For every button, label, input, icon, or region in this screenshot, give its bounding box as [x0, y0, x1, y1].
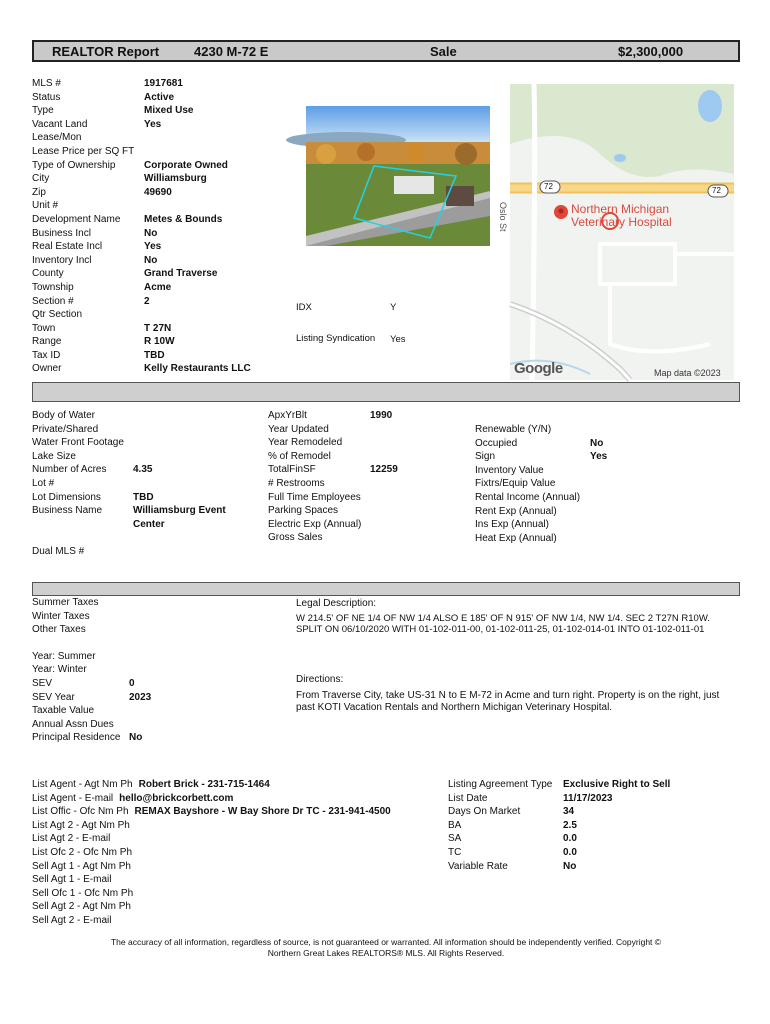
agent-row	[32, 887, 391, 901]
detail-label: Sign	[475, 451, 496, 463]
agent-label: Sell Agt 2 - E-mail	[32, 914, 112, 926]
listing-type: Sale	[430, 44, 457, 59]
detail-label: Gross Sales	[268, 532, 323, 544]
summary-row	[32, 362, 251, 376]
summary-value: Yes	[144, 118, 162, 130]
agent-label: Sell Ofc 1 - Ofc Nm Ph	[32, 887, 134, 899]
summary-row	[32, 267, 251, 281]
detail-row	[268, 504, 398, 518]
listing-row	[448, 805, 670, 819]
summary-row	[32, 240, 251, 254]
agent-row	[32, 860, 391, 874]
detail-row	[32, 545, 226, 559]
detail-label: Year Remodeled	[268, 437, 343, 449]
directions-label: Directions:	[296, 674, 344, 685]
listing-label: Days On Market	[448, 806, 521, 818]
summary-label: Township	[32, 281, 74, 293]
summary-label: Lease/Mon	[32, 132, 82, 144]
property-address: 4230 M-72 E	[194, 44, 269, 59]
agent-row	[32, 792, 391, 806]
map-street-label: Oslo St	[498, 202, 508, 232]
listing-label: SA	[448, 833, 462, 845]
tax-label: Principal Residence	[32, 732, 121, 744]
detail-row	[32, 491, 226, 505]
agent-label: List Ofc 2 - Ofc Nm Ph	[32, 846, 133, 858]
detail-row	[268, 450, 398, 464]
report-header	[32, 40, 740, 62]
summary-label: Tax ID	[32, 349, 61, 361]
detail-label: ApxYrBlt	[268, 410, 307, 421]
detail-label: Parking Spaces	[268, 505, 339, 517]
detail-row	[475, 423, 607, 437]
detail-row	[32, 436, 226, 450]
listing-row	[448, 846, 670, 860]
detail-row	[475, 437, 607, 451]
tax-row	[32, 610, 151, 624]
detail-label	[32, 518, 133, 532]
summary-row	[32, 131, 251, 145]
directions-text: From Traverse City, take US-31 N to E M-72 in Acme and turn right. Property is on the right, just past KOTI Vacation Rentals and Northern Michigan Veterinary Hospital.	[296, 690, 720, 713]
summary-row	[32, 213, 251, 227]
report-title: REALTOR Report	[52, 44, 160, 59]
agent-label: List Agent - E-mail	[32, 792, 114, 804]
detail-label: Renewable (Y/N)	[475, 424, 552, 435]
map-road-label: 72	[544, 182, 553, 191]
summary-label: Status	[32, 91, 61, 103]
listing-value: 0.0	[563, 833, 577, 845]
summary-row	[32, 295, 251, 309]
detail-row	[268, 463, 398, 477]
detail-row	[268, 518, 398, 532]
detail-row	[475, 477, 607, 491]
summary-list	[32, 77, 251, 376]
summary-row	[32, 91, 251, 105]
detail-row	[32, 423, 226, 437]
detail-value: Williamsburg Event	[133, 505, 226, 517]
details-column-1	[32, 409, 226, 559]
summary-value: Metes & Bounds	[144, 213, 223, 225]
detail-label: Private/Shared	[32, 423, 99, 435]
detail-label: % of Remodel	[268, 450, 331, 462]
tax-row	[32, 731, 151, 745]
syndication-label: Listing Syndication	[296, 333, 376, 344]
summary-label: Business Incl	[32, 227, 91, 239]
detail-row	[475, 518, 607, 532]
summary-label: Zip	[32, 186, 46, 198]
summary-row	[32, 254, 251, 268]
agent-label: List Agt 2 - E-mail	[32, 833, 111, 845]
summary-row	[32, 322, 251, 336]
listing-value: No	[563, 860, 577, 872]
tax-value: No	[129, 732, 143, 744]
tax-row	[32, 650, 151, 664]
summary-label: Type of Ownership	[32, 159, 116, 171]
summary-row	[32, 199, 251, 213]
listing-row	[448, 860, 670, 874]
tax-label: SEV Year	[32, 691, 75, 703]
detail-label: Heat Exp (Annual)	[475, 532, 557, 544]
detail-label: Dual MLS #	[32, 545, 85, 557]
detail-row	[475, 450, 607, 464]
detail-label: Full Time Employees	[268, 491, 361, 503]
detail-value: Center	[133, 518, 165, 530]
tax-label: Winter Taxes	[32, 610, 90, 622]
listing-value: 2.5	[563, 819, 577, 831]
detail-row	[268, 531, 398, 545]
tax-label: Other Taxes	[32, 624, 86, 636]
legal-description-label: Legal Description:	[296, 598, 377, 609]
detail-label: Body of Water	[32, 410, 95, 421]
summary-label: Lease Price per SQ FT	[32, 145, 135, 157]
tax-label: SEV	[32, 677, 53, 689]
summary-row	[32, 118, 251, 132]
summary-value: Williamsburg	[144, 173, 207, 185]
summary-value: Corporate Owned	[144, 159, 228, 171]
listing-price: $2,300,000	[618, 44, 684, 59]
detail-row	[268, 436, 398, 450]
summary-value: Yes	[144, 241, 162, 253]
summary-row	[32, 77, 251, 91]
detail-label: Rental Income (Annual)	[475, 491, 581, 503]
listing-value: 11/17/2023	[563, 792, 613, 804]
detail-row	[32, 450, 226, 464]
tax-value: 2023	[129, 691, 152, 703]
summary-value: R 10W	[144, 336, 175, 348]
listing-label: Listing Agreement Type	[448, 779, 553, 790]
tax-label	[32, 637, 129, 650]
tax-row	[32, 637, 151, 650]
tax-value: 0	[129, 677, 135, 689]
agent-value: hello@brickcorbett.com	[119, 792, 234, 804]
summary-label: Owner	[32, 363, 62, 375]
summary-value: No	[144, 254, 158, 266]
summary-value: Mixed Use	[144, 105, 194, 117]
tax-row	[32, 663, 151, 677]
detail-value: No	[590, 437, 604, 449]
detail-row	[475, 491, 607, 505]
summary-label: County	[32, 268, 64, 280]
summary-value: 2	[144, 295, 150, 307]
section-divider-taxes	[32, 582, 740, 596]
detail-label: Electric Exp (Annual)	[268, 518, 362, 530]
listing-label: TC	[448, 846, 462, 858]
tax-label: Year: Summer	[32, 650, 96, 662]
detail-label: Occupied	[475, 437, 518, 449]
detail-value: 12259	[370, 464, 398, 476]
disclaimer-line-1: The accuracy of all information, regardless of source, is not guaranteed or warranted. All information should be independently verified. Copyright ©	[110, 937, 662, 947]
detail-label: Business Name	[32, 505, 103, 517]
detail-row	[32, 409, 226, 423]
summary-value: Kelly Restaurants LLC	[144, 363, 251, 375]
location-map[interactable]	[498, 84, 734, 380]
detail-row	[268, 409, 398, 423]
detail-value: 1990	[370, 410, 393, 421]
detail-label: TotalFinSF	[268, 464, 316, 476]
agent-row	[32, 832, 391, 846]
detail-row	[32, 477, 226, 491]
detail-row	[32, 518, 226, 532]
agent-label: List Agent - Agt Nm Ph	[32, 779, 133, 790]
detail-label: Year Updated	[268, 423, 329, 435]
details-column-2	[268, 409, 398, 545]
agent-info	[32, 778, 391, 928]
summary-value: No	[144, 227, 158, 239]
detail-label: Number of Acres	[32, 464, 107, 476]
tax-label: Annual Assn Dues	[32, 718, 114, 730]
listing-row	[448, 778, 670, 792]
summary-label: Range	[32, 336, 62, 348]
detail-row	[475, 532, 607, 546]
tax-row	[32, 623, 151, 637]
agent-row	[32, 778, 391, 792]
section-divider-details	[32, 382, 740, 402]
summary-row	[32, 227, 251, 241]
agent-value: REMAX Bayshore - W Bay Shore Dr TC - 231-941-4500	[134, 806, 391, 818]
summary-row	[32, 281, 251, 295]
agent-label: Sell Agt 1 - Agt Nm Ph	[32, 860, 131, 872]
summary-value: 1917681	[144, 78, 183, 89]
summary-row	[32, 104, 251, 118]
detail-row	[475, 505, 607, 519]
detail-value: 4.35	[133, 464, 153, 476]
summary-label: Qtr Section	[32, 309, 83, 321]
agent-value: Robert Brick - 231-715-1464	[138, 779, 270, 790]
detail-row	[32, 504, 226, 518]
summary-value: 49690	[144, 186, 172, 198]
syndication-value: Yes	[390, 334, 406, 345]
agent-row	[32, 900, 391, 914]
summary-value: Acme	[144, 281, 172, 293]
summary-label: Development Name	[32, 213, 121, 225]
listing-row	[448, 832, 670, 846]
property-photo	[306, 106, 490, 246]
google-logo: Google	[514, 360, 563, 377]
detail-label: Lake Size	[32, 450, 76, 462]
summary-row	[32, 159, 251, 173]
detail-row	[32, 463, 226, 477]
map-credit: Map data ©2023	[654, 368, 721, 378]
tax-row	[32, 691, 151, 705]
legal-description-text: W 214.5' OF NE 1/4 OF NW 1/4 ALSO E 185' OF N 915' OF NW 1/4, NW 1/4. SEC 2 T27N R10W. SPLIT ON 06/10/2020 WITH 01-102-011-00, 01-102-011-25, 01-102-014-01 INTO 01-102-011-01	[296, 613, 710, 635]
listing-label: List Date	[448, 792, 488, 804]
detail-value: Yes	[590, 451, 608, 463]
agent-row	[32, 873, 391, 887]
summary-value: T 27N	[144, 322, 172, 334]
detail-value: TBD	[133, 491, 154, 503]
agent-row	[32, 819, 391, 833]
listing-value: Exclusive Right to Sell	[563, 779, 671, 790]
summary-label: Town	[32, 322, 56, 334]
detail-row	[475, 464, 607, 478]
detail-row	[268, 477, 398, 491]
agent-label: List Agt 2 - Agt Nm Ph	[32, 819, 130, 831]
detail-row	[32, 531, 226, 545]
detail-label: Ins Exp (Annual)	[475, 519, 549, 531]
disclaimer-line-2: Northern Great Lakes REALTORS® MLS. All Rights Reserved.	[267, 948, 505, 958]
agent-label: Sell Agt 1 - E-mail	[32, 874, 112, 886]
idx-label: IDX	[296, 302, 312, 313]
summary-row	[32, 335, 251, 349]
agent-row	[32, 805, 391, 819]
summary-label: City	[32, 173, 50, 185]
listing-row	[448, 819, 670, 833]
summary-value: Grand Traverse	[144, 268, 218, 280]
taxes-column	[32, 596, 151, 745]
detail-label: # Restrooms	[268, 477, 325, 489]
agent-row	[32, 846, 391, 860]
listing-value: 34	[563, 806, 575, 818]
tax-label: Year: Winter	[32, 664, 87, 676]
detail-label	[32, 531, 133, 545]
summary-row	[32, 349, 251, 363]
tax-row	[32, 677, 151, 691]
summary-label: Section #	[32, 295, 74, 307]
listing-label: Variable Rate	[448, 860, 508, 872]
summary-row	[32, 186, 251, 200]
summary-label: Vacant Land	[32, 118, 88, 130]
tax-row	[32, 704, 151, 718]
listing-info	[448, 778, 670, 873]
agent-label: Sell Agt 2 - Agt Nm Ph	[32, 901, 131, 913]
detail-row	[268, 491, 398, 505]
summary-row	[32, 172, 251, 186]
summary-value: TBD	[144, 349, 165, 361]
disclaimer	[32, 937, 740, 959]
tax-label: Summer Taxes	[32, 597, 99, 608]
map-poi-label: Northern Michigan Veterinary Hospital	[571, 202, 672, 229]
agent-label: List Offic - Ofc Nm Ph	[32, 806, 129, 818]
summary-label: Unit #	[32, 200, 59, 212]
summary-label: Type	[32, 105, 54, 117]
detail-label: Lot Dimensions	[32, 491, 101, 503]
map-road-label-2: 72	[712, 186, 721, 195]
detail-label: Rent Exp (Annual)	[475, 505, 557, 517]
detail-row	[268, 423, 398, 437]
idx-value: Y	[390, 302, 397, 313]
details-column-3	[475, 423, 607, 545]
detail-label: Lot #	[32, 477, 55, 489]
detail-label: Water Front Footage	[32, 437, 124, 449]
listing-value: 0.0	[563, 846, 577, 858]
summary-value: Active	[144, 91, 175, 103]
tax-row	[32, 718, 151, 732]
summary-label: Real Estate Incl	[32, 241, 103, 253]
summary-label: MLS #	[32, 78, 61, 89]
tax-label: Taxable Value	[32, 705, 95, 717]
summary-row	[32, 145, 251, 159]
detail-label: Inventory Value	[475, 464, 544, 476]
summary-row	[32, 308, 251, 322]
summary-label: Inventory Incl	[32, 254, 92, 266]
agent-row	[32, 914, 391, 928]
listing-label: BA	[448, 819, 462, 831]
detail-label: Fixtrs/Equip Value	[475, 478, 556, 490]
listing-row	[448, 792, 670, 806]
tax-row	[32, 596, 151, 610]
